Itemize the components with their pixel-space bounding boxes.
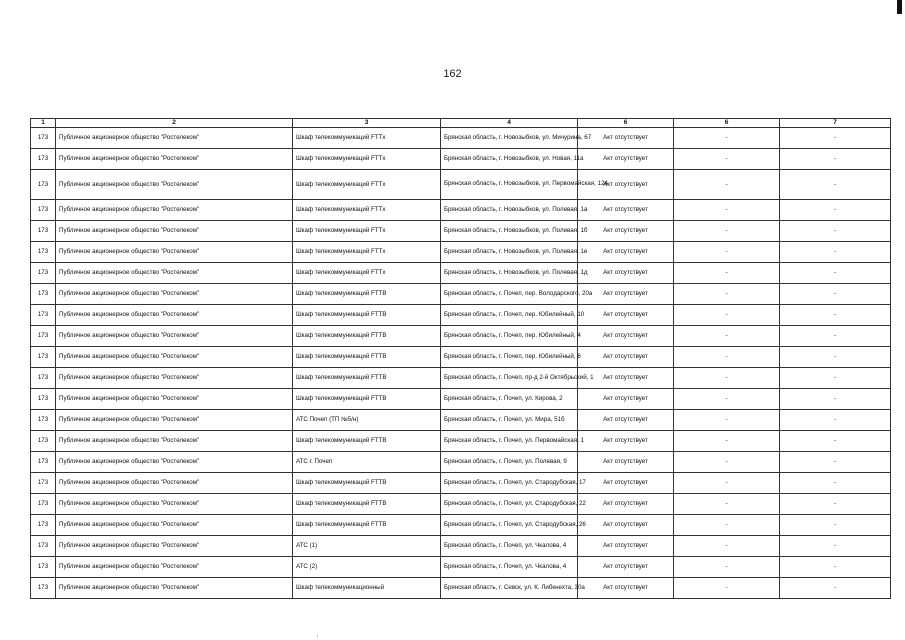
cell-owner: Публичное акционерное общество "Ростелеком": [56, 515, 293, 536]
table-row: [31, 221, 891, 242]
cell-owner: Публичное акционерное общество "Ростелеком": [56, 221, 293, 242]
cell-col7: -: [780, 473, 891, 494]
table-row: [31, 557, 891, 578]
cell-act: Акт отсутствует: [578, 452, 674, 473]
cell-col6: -: [674, 410, 780, 431]
cell-object: Шкаф телекоммуникаций FTTx: [293, 242, 441, 263]
cell-object: Шкаф телекоммуникаций FTTx: [293, 170, 441, 200]
table-row: [31, 578, 891, 599]
cell-address: Брянская область, г. Почеп, ул. Стародубская, 22: [441, 494, 578, 515]
cell-address: Брянская область, г. Новозыбков, ул. Первомайская, 124: [441, 170, 578, 200]
table-row: [31, 326, 891, 347]
cell-act: Акт отсутствует: [578, 284, 674, 305]
cell-col6: -: [674, 368, 780, 389]
cell-number: 173: [31, 263, 56, 284]
cell-act: Акт отсутствует: [578, 536, 674, 557]
cell-act: Акт отсутствует: [578, 494, 674, 515]
cell-act: Акт отсутствует: [578, 515, 674, 536]
scan-dust-mark: [317, 635, 318, 637]
cell-act: Акт отсутствует: [578, 221, 674, 242]
cell-col6: -: [674, 128, 780, 149]
cell-address: Брянская область, г. Почеп, ул. Кирова, 2: [441, 389, 578, 410]
cell-address: Брянская область, г. Почеп, ул. Мира, 51б: [441, 410, 578, 431]
table-row: [31, 410, 891, 431]
cell-act: Акт отсутствует: [578, 473, 674, 494]
cell-col7: -: [780, 494, 891, 515]
cell-object: Шкаф телекоммуникаций FTTB: [293, 515, 441, 536]
cell-col7: -: [780, 578, 891, 599]
cell-object: Шкаф телекоммуникаций FTTB: [293, 284, 441, 305]
cell-address: Брянская область, г. Почеп, ул. Полевая, 9: [441, 452, 578, 473]
table-row: [31, 263, 891, 284]
cell-address: Брянская область, г. Почеп, пер. Юбилейный, 4: [441, 326, 578, 347]
cell-col6: -: [674, 431, 780, 452]
table-row: [31, 347, 891, 368]
cell-owner: Публичное акционерное общество "Ростелеком": [56, 473, 293, 494]
col-header-3: 3: [293, 119, 441, 128]
cell-address: Брянская область, г. Новозыбков, ул. Мичурина, 67: [441, 128, 578, 149]
cell-col7: -: [780, 284, 891, 305]
cell-owner: Публичное акционерное общество "Ростелеком": [56, 305, 293, 326]
cell-col6: -: [674, 326, 780, 347]
cell-number: 173: [31, 410, 56, 431]
cell-object: Шкаф телекоммуникаций FTTB: [293, 431, 441, 452]
cell-number: 173: [31, 452, 56, 473]
cell-object: АТС (2): [293, 557, 441, 578]
table-row: [31, 242, 891, 263]
scan-edge-mark: [897, 0, 902, 14]
cell-number: 173: [31, 473, 56, 494]
cell-number: 173: [31, 536, 56, 557]
cell-col6: -: [674, 170, 780, 200]
cell-act: Акт отсутствует: [578, 347, 674, 368]
cell-owner: Публичное акционерное общество "Ростелеком": [56, 557, 293, 578]
cell-col7: -: [780, 326, 891, 347]
cell-col6: -: [674, 284, 780, 305]
cell-col7: -: [780, 263, 891, 284]
cell-col7: -: [780, 128, 891, 149]
cell-owner: Публичное акционерное общество "Ростелеком": [56, 389, 293, 410]
cell-object: Шкаф телекоммуникаций FTTB: [293, 305, 441, 326]
cell-address: Брянская область, г. Новозыбков, ул. Полевая, 1д: [441, 263, 578, 284]
cell-act: Акт отсутствует: [578, 368, 674, 389]
cell-owner: Публичное акционерное общество "Ростелеком": [56, 326, 293, 347]
cell-act: Акт отсутствует: [578, 263, 674, 284]
cell-act: Акт отсутствует: [578, 149, 674, 170]
table-row: [31, 149, 891, 170]
cell-number: 173: [31, 284, 56, 305]
cell-col7: -: [780, 305, 891, 326]
cell-number: 173: [31, 221, 56, 242]
cell-address: Брянская область, г. Новозыбков, ул. Новая, 11а: [441, 149, 578, 170]
table-row: [31, 368, 891, 389]
table-row: [31, 473, 891, 494]
cell-col6: -: [674, 200, 780, 221]
cell-object: Шкаф телекоммуникаций FTTB: [293, 368, 441, 389]
cell-act: Акт отсутствует: [578, 557, 674, 578]
cell-address: Брянская область, г. Почеп, ул. Стародубская, 17: [441, 473, 578, 494]
cell-number: 173: [31, 557, 56, 578]
cell-object: АТС г. Почеп: [293, 452, 441, 473]
cell-col7: -: [780, 389, 891, 410]
cell-col7: -: [780, 515, 891, 536]
col-header-7: 7: [780, 119, 891, 128]
cell-number: 173: [31, 326, 56, 347]
cell-col6: -: [674, 494, 780, 515]
col-header-2: 2: [56, 119, 293, 128]
cell-act: Акт отсутствует: [578, 326, 674, 347]
cell-owner: Публичное акционерное общество "Ростелеком": [56, 431, 293, 452]
table-body: [31, 128, 891, 599]
cell-object: Шкаф телекоммуникаций FTTx: [293, 263, 441, 284]
cell-object: Шкаф телекоммуникаций FTTx: [293, 221, 441, 242]
cell-number: 173: [31, 170, 56, 200]
cell-col7: -: [780, 347, 891, 368]
cell-number: 173: [31, 242, 56, 263]
cell-address: Брянская область, г. Севск, ул. К. Либкнехта, 30а: [441, 578, 578, 599]
cell-object: Шкаф телекоммуникаций FTTB: [293, 347, 441, 368]
table-row: [31, 284, 891, 305]
cell-number: 173: [31, 200, 56, 221]
cell-object: Шкаф телекоммуникаций FTTx: [293, 149, 441, 170]
cell-owner: Публичное акционерное общество "Ростелеком": [56, 263, 293, 284]
cell-address: Брянская область, г. Почеп, ул. Чкалова, 4: [441, 557, 578, 578]
cell-address: Брянская область, г. Почеп, пр-д 2-й Октябрьский, 1: [441, 368, 578, 389]
cell-number: 173: [31, 128, 56, 149]
col-header-6: 6: [674, 119, 780, 128]
cell-number: 173: [31, 494, 56, 515]
cell-col6: -: [674, 305, 780, 326]
cell-object: Шкаф телекоммуникаций FTTB: [293, 494, 441, 515]
cell-address: Брянская область, г. Новозыбков, ул. Полевая, 1а: [441, 200, 578, 221]
table-row: [31, 452, 891, 473]
cell-number: 173: [31, 368, 56, 389]
cell-object: Шкаф телекоммуникационный: [293, 578, 441, 599]
table-row: [31, 431, 891, 452]
cell-address: Брянская область, г. Почеп, ул. Первомайская, 1: [441, 431, 578, 452]
cell-address: Брянская область, г. Почеп, пер. Юбилейный, 6: [441, 347, 578, 368]
cell-address: Брянская область, г. Новозыбков, ул. Полевая, 1е: [441, 242, 578, 263]
cell-col7: -: [780, 242, 891, 263]
cell-number: 173: [31, 431, 56, 452]
cell-act: Акт отсутствует: [578, 128, 674, 149]
cell-col6: -: [674, 473, 780, 494]
cell-col7: -: [780, 221, 891, 242]
cell-object: Шкаф телекоммуникаций FTTx: [293, 200, 441, 221]
cell-address: Брянская область, г. Почеп, пер. Володарского, 20а: [441, 284, 578, 305]
cell-act: Акт отсутствует: [578, 170, 674, 200]
cell-number: 173: [31, 305, 56, 326]
cell-act: Акт отсутствует: [578, 431, 674, 452]
col-header-1: 1: [31, 119, 56, 128]
header-row: [31, 119, 891, 128]
cell-col6: -: [674, 242, 780, 263]
registry-table: [30, 118, 891, 599]
cell-col6: -: [674, 578, 780, 599]
cell-owner: Публичное акционерное общество "Ростелеком": [56, 578, 293, 599]
cell-address: Брянская область, г. Почеп, ул. Стародубская, 26: [441, 515, 578, 536]
table-row: [31, 305, 891, 326]
cell-col6: -: [674, 221, 780, 242]
cell-owner: Публичное акционерное общество "Ростелеком": [56, 494, 293, 515]
cell-col6: -: [674, 263, 780, 284]
cell-owner: Публичное акционерное общество "Ростелеком": [56, 410, 293, 431]
cell-col6: -: [674, 515, 780, 536]
cell-number: 173: [31, 347, 56, 368]
cell-object: АТС (1): [293, 536, 441, 557]
cell-col6: -: [674, 389, 780, 410]
cell-owner: Публичное акционерное общество "Ростелеком": [56, 536, 293, 557]
cell-col7: -: [780, 200, 891, 221]
cell-object: Шкаф телекоммуникаций FTTB: [293, 473, 441, 494]
table-row: [31, 515, 891, 536]
cell-col6: -: [674, 149, 780, 170]
cell-owner: Публичное акционерное общество "Ростелеком": [56, 452, 293, 473]
cell-object: Шкаф телекоммуникаций FTTB: [293, 326, 441, 347]
cell-act: Акт отсутствует: [578, 242, 674, 263]
cell-object: Шкаф телекоммуникаций FTTx: [293, 128, 441, 149]
cell-col7: -: [780, 170, 891, 200]
cell-number: 173: [31, 578, 56, 599]
cell-owner: Публичное акционерное общество "Ростелеком": [56, 170, 293, 200]
cell-col6: -: [674, 557, 780, 578]
table-row: [31, 128, 891, 149]
col-header-4: 4: [441, 119, 578, 128]
cell-address: Брянская область, г. Почеп, ул. Чкалова, 4: [441, 536, 578, 557]
cell-act: Акт отсутствует: [578, 389, 674, 410]
cell-address: Брянская область, г. Почеп, пер. Юбилейный, 10: [441, 305, 578, 326]
cell-owner: Публичное акционерное общество "Ростелеком": [56, 284, 293, 305]
col-header-5: 6: [578, 119, 674, 128]
cell-col7: -: [780, 149, 891, 170]
cell-col6: -: [674, 347, 780, 368]
cell-owner: Публичное акционерное общество "Ростелеком": [56, 368, 293, 389]
table-row: [31, 389, 891, 410]
table-row: [31, 494, 891, 515]
cell-act: Акт отсутствует: [578, 200, 674, 221]
cell-number: 173: [31, 515, 56, 536]
cell-col6: -: [674, 536, 780, 557]
table-row: [31, 536, 891, 557]
cell-number: 173: [31, 149, 56, 170]
cell-address: Брянская область, г. Новозыбков, ул. Полевая, 1б: [441, 221, 578, 242]
cell-col7: -: [780, 452, 891, 473]
cell-col7: -: [780, 368, 891, 389]
cell-owner: Публичное акционерное общество "Ростелеком": [56, 128, 293, 149]
cell-act: Акт отсутствует: [578, 578, 674, 599]
cell-owner: Публичное акционерное общество "Ростелеком": [56, 200, 293, 221]
cell-object: АТС Почеп (ТП №5/н): [293, 410, 441, 431]
cell-col7: -: [780, 431, 891, 452]
page-number: 162: [443, 68, 462, 80]
cell-object: Шкаф телекоммуникаций FTTB: [293, 389, 441, 410]
table-row: [31, 170, 891, 200]
cell-number: 173: [31, 389, 56, 410]
cell-owner: Публичное акционерное общество "Ростелеком": [56, 149, 293, 170]
cell-owner: Публичное акционерное общество "Ростелеком": [56, 347, 293, 368]
cell-col7: -: [780, 536, 891, 557]
cell-col7: -: [780, 410, 891, 431]
cell-col6: -: [674, 452, 780, 473]
cell-col7: -: [780, 557, 891, 578]
cell-owner: Публичное акционерное общество "Ростелеком": [56, 242, 293, 263]
cell-act: Акт отсутствует: [578, 410, 674, 431]
table-row: [31, 200, 891, 221]
cell-act: Акт отсутствует: [578, 305, 674, 326]
